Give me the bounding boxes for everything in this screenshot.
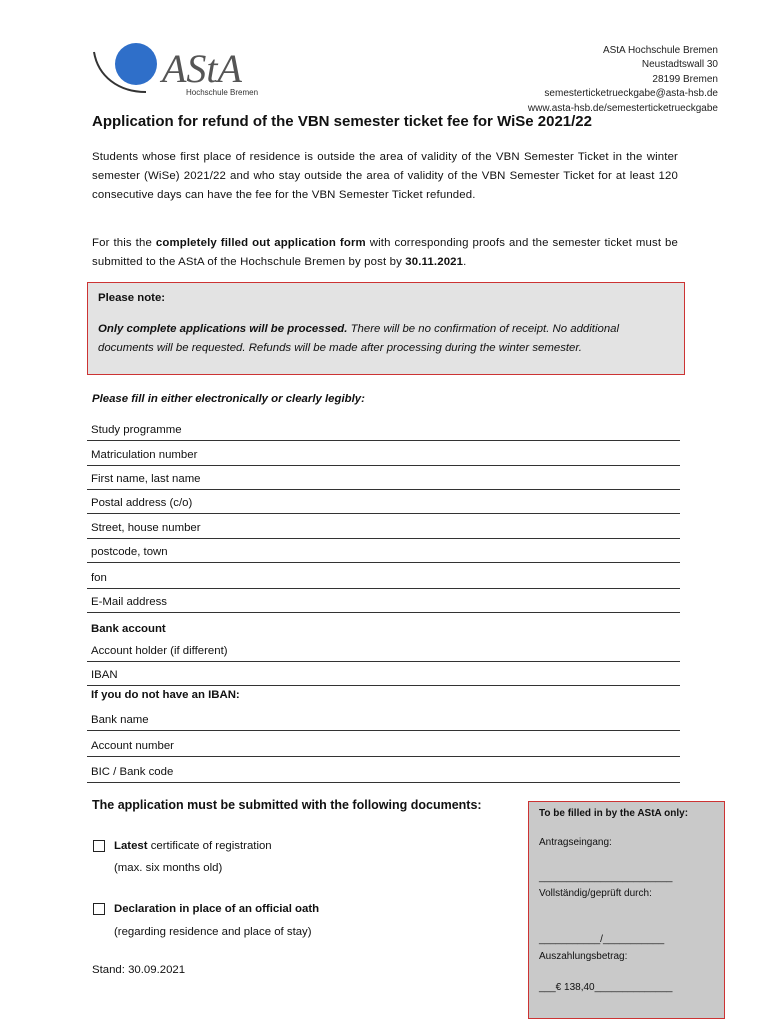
- note-bold: Only complete applications will be processed.: [98, 323, 348, 335]
- bic-field[interactable]: BIC / Bank code: [87, 764, 680, 783]
- note-text: There will be no confirmation of receipt. No additional documents will be requested. Refunds will be made after processing during the winter semester.: [98, 323, 620, 354]
- iban-field[interactable]: IBAN: [87, 667, 680, 686]
- stand-date: Stand: 30.09.2021: [92, 964, 186, 976]
- logo-brand-text: AStA: [162, 46, 242, 91]
- asta-only-box: [528, 801, 725, 1019]
- auszahlungsbetrag-value[interactable]: ___€ 138,40______________: [539, 982, 673, 993]
- asta-logo: [88, 36, 278, 102]
- postcode-field[interactable]: postcode, town: [87, 544, 680, 563]
- certificate-label-bold: Latest: [114, 840, 148, 852]
- documents-heading: The application must be submitted with the following documents:: [92, 798, 482, 812]
- note-box: [87, 282, 685, 375]
- account-holder-field[interactable]: Account holder (if different): [87, 643, 680, 662]
- postal-address-field[interactable]: Postal address (c/o): [87, 495, 680, 514]
- declaration-label-bold: Declaration in place of an official oath: [114, 903, 320, 915]
- study-programme-field[interactable]: Study programme: [87, 422, 680, 441]
- fill-in-instruction: Please fill in either electronically or clearly legibly:: [92, 393, 365, 405]
- address-block: [528, 44, 718, 116]
- submission-text: For this the: [92, 237, 156, 249]
- asta-box-heading: To be filled in by the AStA only:: [539, 808, 689, 819]
- submission-text: .: [463, 256, 467, 268]
- intro-paragraph: Students whose first place of residence is outside the area of validity of the VBN Semester Ticket in the winter semester (WiSe) 2021/22 and who stay outside the area of validity of the VBN Semester Ticket for at least 120 consecutive days can have the fee for the VBN Semester Ticket refunded.: [92, 151, 678, 201]
- bank-name-field[interactable]: Bank name: [87, 712, 680, 731]
- submission-bold: completely filled out application form: [155, 237, 366, 249]
- vollstaendig-label: Vollständig/geprüft durch:: [539, 888, 652, 899]
- note-body: [98, 320, 674, 358]
- name-field[interactable]: First name, last name: [87, 471, 680, 490]
- certificate-checkbox[interactable]: [93, 840, 105, 852]
- fon-field[interactable]: fon: [87, 570, 680, 589]
- submission-deadline: 30.11.2021: [405, 256, 464, 268]
- submission-paragraph: [92, 234, 678, 272]
- declaration-note: (regarding residence and place of stay): [114, 926, 312, 938]
- certificate-label: [114, 840, 272, 852]
- logo-subtitle: Hochschule Bremen: [186, 88, 259, 97]
- note-heading: Please note:: [98, 292, 166, 304]
- no-iban-heading: If you do not have an IBAN:: [91, 689, 240, 701]
- declaration-checkbox[interactable]: [93, 903, 105, 915]
- matriculation-field[interactable]: Matriculation number: [87, 447, 680, 466]
- page-title: Application for refund of the VBN semester ticket fee for WiSe 2021/22: [92, 113, 592, 130]
- certificate-label-text: certificate of registration: [147, 840, 272, 852]
- street-field[interactable]: Street, house number: [87, 520, 680, 539]
- asta-logo-graphic: [88, 36, 278, 102]
- address-line: Neustadtswall 30: [641, 59, 718, 71]
- vollstaendig-line[interactable]: ___________/___________: [539, 934, 665, 945]
- auszahlungsbetrag-label: Auszahlungsbetrag:: [539, 951, 628, 962]
- address-website[interactable]: www.asta-hsb.de/semesterticketrueckgabe: [527, 102, 718, 114]
- address-line: 28199 Bremen: [652, 73, 718, 85]
- account-number-field[interactable]: Account number: [87, 738, 680, 757]
- bank-account-heading: Bank account: [91, 623, 166, 635]
- address-line: AStA Hochschule Bremen: [602, 45, 718, 56]
- address-email[interactable]: semesterticketrueckgabe@asta-hsb.de: [544, 88, 718, 100]
- antragseingang-line[interactable]: ________________________: [539, 872, 673, 883]
- antragseingang-label: Antragseingang:: [539, 837, 612, 848]
- logo-circle: [115, 43, 157, 85]
- email-field[interactable]: E-Mail address: [87, 594, 680, 613]
- declaration-label: [114, 903, 319, 915]
- certificate-note: (max. six months old): [114, 862, 223, 874]
- submission-text: with corresponding proofs and the semester ticket must be submitted to the AStA of the Hochschule Bremen by post by: [92, 237, 679, 268]
